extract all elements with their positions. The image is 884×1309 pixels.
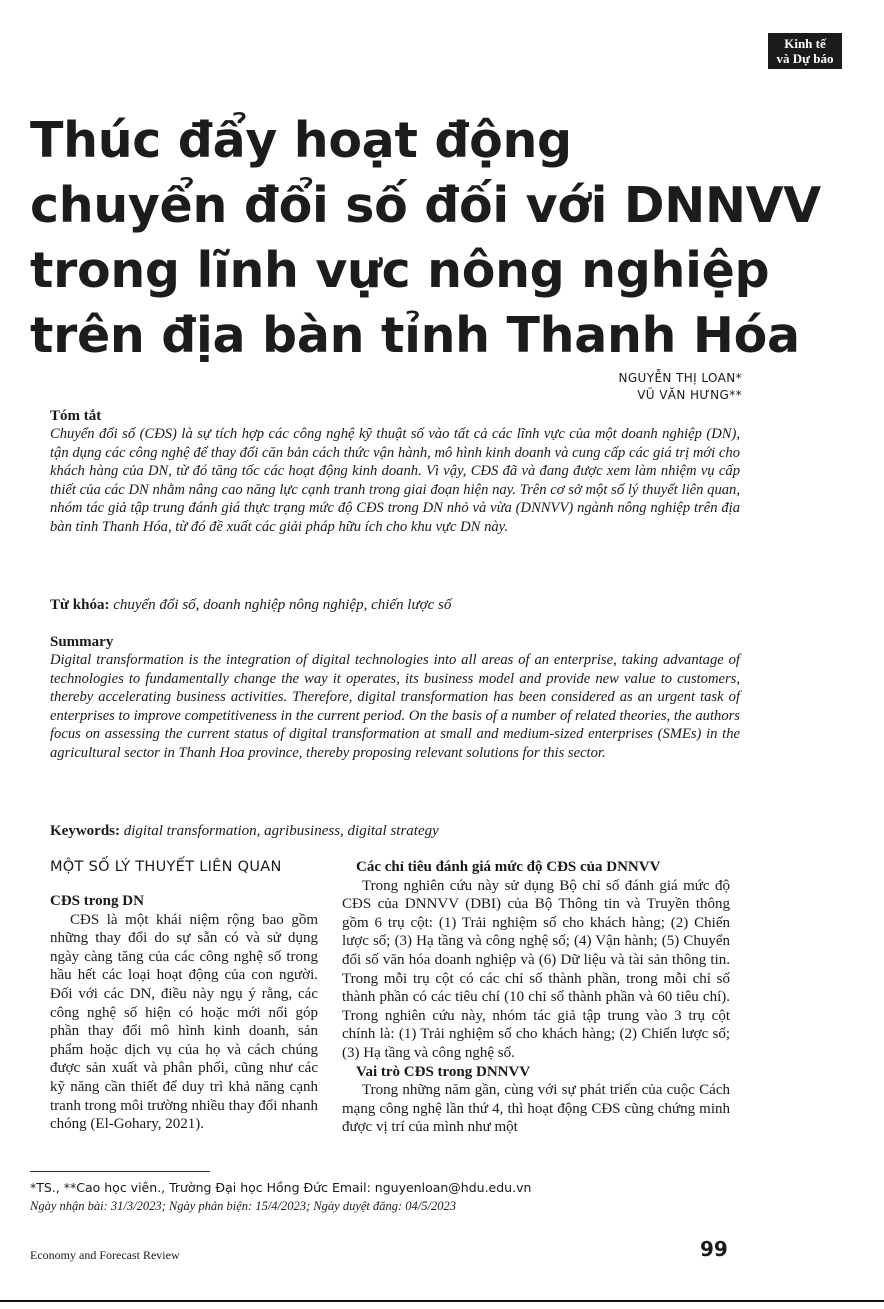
body-paragraph: Trong nghiên cứu này sử dụng Bộ chỉ số đánh giá mức độ CĐS của DNNVV (DBI) của Bộ Thông tin và Truyền thông gồm 6 trụ cột: (1) Trải nghiệm số cho khách hàng; (2) Chiến lược số; (3) Hạ tầng và công nghệ số; (4) Vận hành; (5) Chuyển đổi số văn hóa doanh nghiệp và (6) Dữ liệu và tài sản thông tin. Trong mỗi trụ cột có các chỉ số thành phần, trong mỗi chỉ số thành phần có các tiêu chí (10 chỉ số thành phần và 60 tiêu chí). Trong nghiên cứu này, nhóm tác giả tập trung vào 3 trụ cột chính là: (1) Trải nghiệm số cho khách hàng; (2) Chiến lược số; (3) Hạ tầng và công nghệ số. [342, 877, 730, 1061]
logo-line-1: Kinh tế [784, 36, 826, 51]
abstract-vietnamese [50, 407, 740, 537]
abstract-en-text: Digital transformation is the integration of digital technologies into all areas of an enterprise, taking advantage of technologies to fundamentally change the way it operates, its business model and provide new value to customers, thereby accelerating business activities. Therefore, digital transformation has been considered as an urgent task of enterprises to improve competitiveness in the current period. On the basis of a number of related theories, the authors focus on assessing the current status of digital transformation at small and medium-sized enterprises (SMEs) in the agricultural sector in Thanh Hoa province, thereby proposing relevant solutions for this sector. [50, 652, 740, 761]
author-list [618, 370, 742, 404]
author-name: NGUYỄN THỊ LOAN* [618, 371, 742, 385]
title-line: trong lĩnh vực nông nghiệp [30, 242, 770, 299]
right-column [342, 858, 730, 1137]
sub-heading: Vai trò CĐS trong DNNVV [356, 1063, 531, 1080]
footnote-dates: Ngày nhận bài: 31/3/2023; Ngày phản biện: 15/4/2023; Ngày duyệt đăng: 04/5/2023 [30, 1199, 456, 1213]
keywords-en-value: digital transformation, agribusiness, digital strategy [123, 823, 439, 839]
body-paragraph: CĐS là một khái niệm rộng bao gồm những thay đổi do sự sẵn có và sử dụng ngày càng tăng của các công nghệ số trong hầu hết các loại hoạt động của con người. Đối với các DN, điều này ngụ ý rằng, các công nghệ số hiện có hoặc mới nổi góp phần thay đổi mô hình kinh doanh, sản phẩm hoặc dịch vụ của họ và cách chúng được sản xuất và phân phối, cũng như các kỹ năng cần thiết để duy trì khả năng cạnh tranh trong môi trường nhiều thay đổi nhanh chóng (El-Gohary, 2021). [50, 911, 318, 1133]
bottom-rule [0, 1300, 884, 1302]
logo-line-2: và Dự báo [776, 51, 834, 66]
journal-logo [768, 33, 842, 69]
footnote-rule [30, 1171, 210, 1172]
sub-heading: Các chỉ tiêu đánh giá mức độ CĐS của DNNVV [356, 859, 661, 875]
section-title: MỘT SỐ LÝ THUYẾT LIÊN QUAN [50, 859, 282, 875]
journal-name: Economy and Forecast Review [30, 1248, 180, 1262]
sub-heading: CĐS trong DN [50, 893, 144, 909]
keywords-en-label: Keywords: [50, 823, 120, 839]
title-line: chuyển đổi số đối với DNNVV [30, 177, 821, 234]
abstract-english [50, 633, 740, 763]
footnote-affiliation: *TS., **Cao học viên., Trường Đại học Hồng Đức Email: nguyenloan@hdu.edu.vn [30, 1180, 532, 1195]
title-line: Thúc đẩy hoạt động [30, 112, 572, 169]
keywords-vi-value: chuyển đổi số, doanh nghiệp nông nghiệp, chiến lược số [113, 597, 452, 613]
author-name: VŨ VĂN HƯNG** [637, 388, 742, 402]
abstract-vi-text: Chuyển đổi số (CĐS) là sự tích hợp các công nghệ kỹ thuật số vào tất cả các lĩnh vực của một doanh nghiệp (DN), tận dụng các công nghệ để thay đổi căn bản cách thức vận hành, mô hình kinh doanh và cung cấp các giá trị mới cho khách hàng của DN, từ đó tăng tốc các hoạt động kinh doanh. Vì vậy, CĐS đã và đang được xem làm nhiệm vụ cấp thiết của các DN nhằm nâng cao năng lực cạnh tranh trong giai đoạn hiện nay. Trên cơ sở một số lý thuyết liên quan, nhóm tác giả tập trung đánh giá thực trạng mức độ CĐS trong DN nhỏ và vừa (DNNVV) ngành nông nghiệp trên địa bàn tỉnh Thanh Hóa, từ đó đề xuất các giải pháp hữu ích cho khu vực DN này. [50, 426, 740, 535]
page-number: 99 [700, 1237, 728, 1261]
abstract-en-heading: Summary [50, 634, 114, 650]
article-title [30, 108, 821, 368]
keywords-vi-label: Từ khóa: [50, 597, 110, 613]
left-column [50, 858, 318, 1134]
keywords-vietnamese [50, 596, 740, 614]
body-paragraph: Trong những năm gần, cùng với sự phát triển của cuộc Cách mạng công nghệ lần thứ 4, thì hoạt động CĐS cũng chứng minh được vị trí của mình như một [342, 1082, 730, 1136]
abstract-vi-heading: Tóm tắt [50, 408, 102, 424]
keywords-english [50, 822, 740, 840]
title-line: trên địa bàn tỉnh Thanh Hóa [30, 307, 800, 364]
